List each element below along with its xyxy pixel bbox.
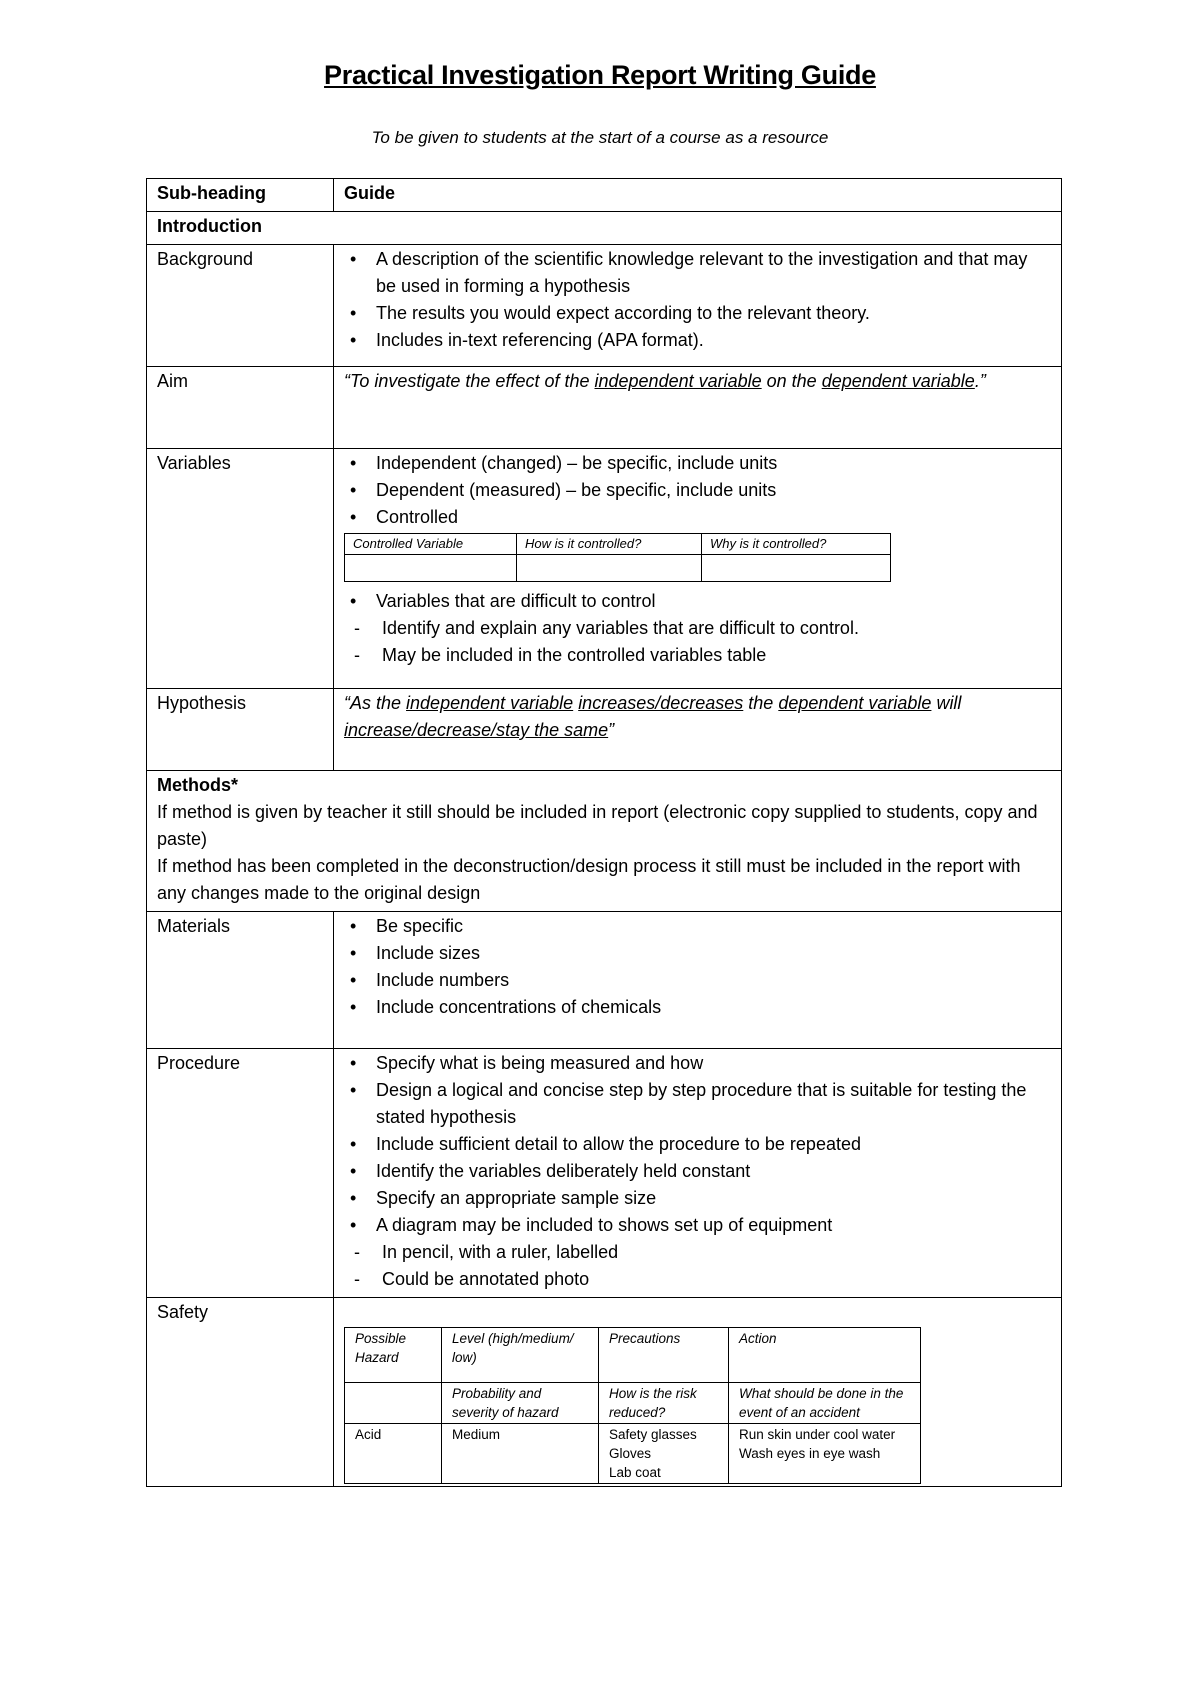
list-item: - Identify and explain any variables that are difficult to control. bbox=[344, 615, 1051, 642]
methods-note: If method has been completed in the deconstruction/design process it still must be included in the report with any changes made to the original design bbox=[157, 856, 1021, 903]
aim-text: “To investigate the effect of the bbox=[344, 371, 595, 391]
hyp-text: the bbox=[743, 693, 779, 713]
hyp-direction: increases/decreases bbox=[578, 693, 744, 713]
risk-level: Medium bbox=[442, 1424, 599, 1484]
cv-cell bbox=[702, 555, 891, 582]
hyp-outcome: increase/decrease/stay the same bbox=[344, 720, 609, 740]
precaution-item: Safety glasses bbox=[609, 1427, 697, 1442]
hypothesis-row bbox=[147, 689, 1062, 771]
list-item: - Could be annotated photo bbox=[344, 1266, 1051, 1293]
list-item: • Include numbers bbox=[344, 967, 1051, 994]
cv-header: Controlled Variable bbox=[345, 534, 517, 555]
hyp-text: ” bbox=[608, 720, 615, 740]
list-item: - In pencil, with a ruler, labelled bbox=[344, 1239, 1051, 1266]
list-item: • Include sizes bbox=[344, 940, 1051, 967]
background-guide bbox=[334, 245, 1062, 367]
cv-cell bbox=[345, 555, 517, 582]
page-title: Practical Investigation Report Writing Guide bbox=[324, 60, 876, 90]
materials-guide bbox=[334, 912, 1062, 1049]
list-item: • Include sufficient detail to allow the procedure to be repeated bbox=[344, 1131, 1051, 1158]
action-item: Wash eyes in eye wash bbox=[739, 1446, 881, 1461]
materials-row bbox=[147, 912, 1062, 1049]
safety-guide bbox=[334, 1298, 1062, 1487]
hypothesis-guide bbox=[334, 689, 1062, 771]
list-item: • Variables that are difficult to control bbox=[344, 588, 1051, 615]
risk-action bbox=[729, 1424, 921, 1484]
hyp-independent: independent variable bbox=[406, 693, 574, 713]
procedure-guide bbox=[334, 1049, 1062, 1298]
risk-description bbox=[345, 1383, 442, 1424]
list-item: • Controlled bbox=[344, 504, 1051, 531]
procedure-row bbox=[147, 1049, 1062, 1298]
section-methods: Methods* bbox=[157, 775, 238, 795]
guide-table bbox=[146, 178, 1062, 1487]
risk-hazard: Acid bbox=[345, 1424, 442, 1484]
list-item: - May be included in the controlled variables table bbox=[344, 642, 1051, 669]
risk-header: Level (high/medium/ low) bbox=[442, 1328, 599, 1383]
list-item: • A description of the scientific knowledge relevant to the investigation and that may be used in forming a hypothesis bbox=[344, 246, 1051, 300]
action-item: Run skin under cool water bbox=[739, 1427, 896, 1442]
hyp-dependent: dependent variable bbox=[778, 693, 932, 713]
section-introduction: Introduction bbox=[147, 212, 1062, 245]
header-subheading: Sub-heading bbox=[147, 179, 334, 212]
list-item: • Specify what is being measured and how bbox=[344, 1050, 1051, 1077]
list-item: • The results you would expect according to the relevant theory. bbox=[344, 300, 1051, 327]
precaution-item: Lab coat bbox=[609, 1465, 661, 1480]
list-item: • Dependent (measured) – be specific, include units bbox=[344, 477, 1051, 504]
row-label-materials: Materials bbox=[147, 912, 334, 1049]
risk-precautions bbox=[599, 1424, 729, 1484]
aim-text: .” bbox=[974, 371, 986, 391]
variables-guide bbox=[334, 449, 1062, 689]
row-label-hypothesis: Hypothesis bbox=[147, 689, 334, 771]
row-label-safety: Safety bbox=[147, 1298, 334, 1487]
risk-description: Probability and severity of hazard bbox=[442, 1383, 599, 1424]
methods-row bbox=[147, 771, 1062, 912]
methods-note: If method is given by teacher it still should be included in report (electronic copy supplied to students, copy and paste) bbox=[157, 802, 1038, 849]
aim-dependent: dependent variable bbox=[821, 371, 975, 391]
variables-row bbox=[147, 449, 1062, 689]
risk-description: What should be done in the event of an accident bbox=[729, 1383, 921, 1424]
introduction-row bbox=[147, 212, 1062, 245]
list-item: • Be specific bbox=[344, 913, 1051, 940]
row-label-variables: Variables bbox=[147, 449, 334, 689]
aim-text: on the bbox=[761, 371, 822, 391]
risk-description: How is the risk reduced? bbox=[599, 1383, 729, 1424]
aim-row bbox=[147, 367, 1062, 449]
cv-header: How is it controlled? bbox=[517, 534, 702, 555]
background-row bbox=[147, 245, 1062, 367]
list-item: • A diagram may be included to shows set up of equipment bbox=[344, 1212, 1051, 1239]
row-label-background: Background bbox=[147, 245, 334, 367]
row-label-procedure: Procedure bbox=[147, 1049, 334, 1298]
cv-cell bbox=[517, 555, 702, 582]
risk-header: Action bbox=[729, 1328, 921, 1383]
table-header-row bbox=[147, 179, 1062, 212]
controlled-variables-table bbox=[344, 533, 891, 582]
risk-header: Possible Hazard bbox=[345, 1328, 442, 1383]
page-subtitle: To be given to students at the start of a course as a resource bbox=[371, 128, 829, 147]
hyp-text: “As the bbox=[344, 693, 407, 713]
list-item: • Include concentrations of chemicals bbox=[344, 994, 1051, 1021]
aim-independent: independent variable bbox=[594, 371, 762, 391]
list-item: • Specify an appropriate sample size bbox=[344, 1185, 1051, 1212]
risk-header: Precautions bbox=[599, 1328, 729, 1383]
list-item: • Includes in-text referencing (APA format). bbox=[344, 327, 1051, 354]
list-item: • Identify the variables deliberately held constant bbox=[344, 1158, 1051, 1185]
list-item: • Independent (changed) – be specific, include units bbox=[344, 450, 1051, 477]
cv-header: Why is it controlled? bbox=[702, 534, 891, 555]
safety-row bbox=[147, 1298, 1062, 1487]
list-item: • Design a logical and concise step by step procedure that is suitable for testing the stated hypothesis bbox=[344, 1077, 1051, 1131]
precaution-item: Gloves bbox=[609, 1446, 652, 1461]
aim-guide bbox=[334, 367, 1062, 449]
hyp-text: will bbox=[931, 693, 962, 713]
row-label-aim: Aim bbox=[147, 367, 334, 449]
methods-section bbox=[147, 771, 1062, 912]
header-guide: Guide bbox=[334, 179, 1062, 212]
risk-assessment-table bbox=[344, 1327, 921, 1484]
